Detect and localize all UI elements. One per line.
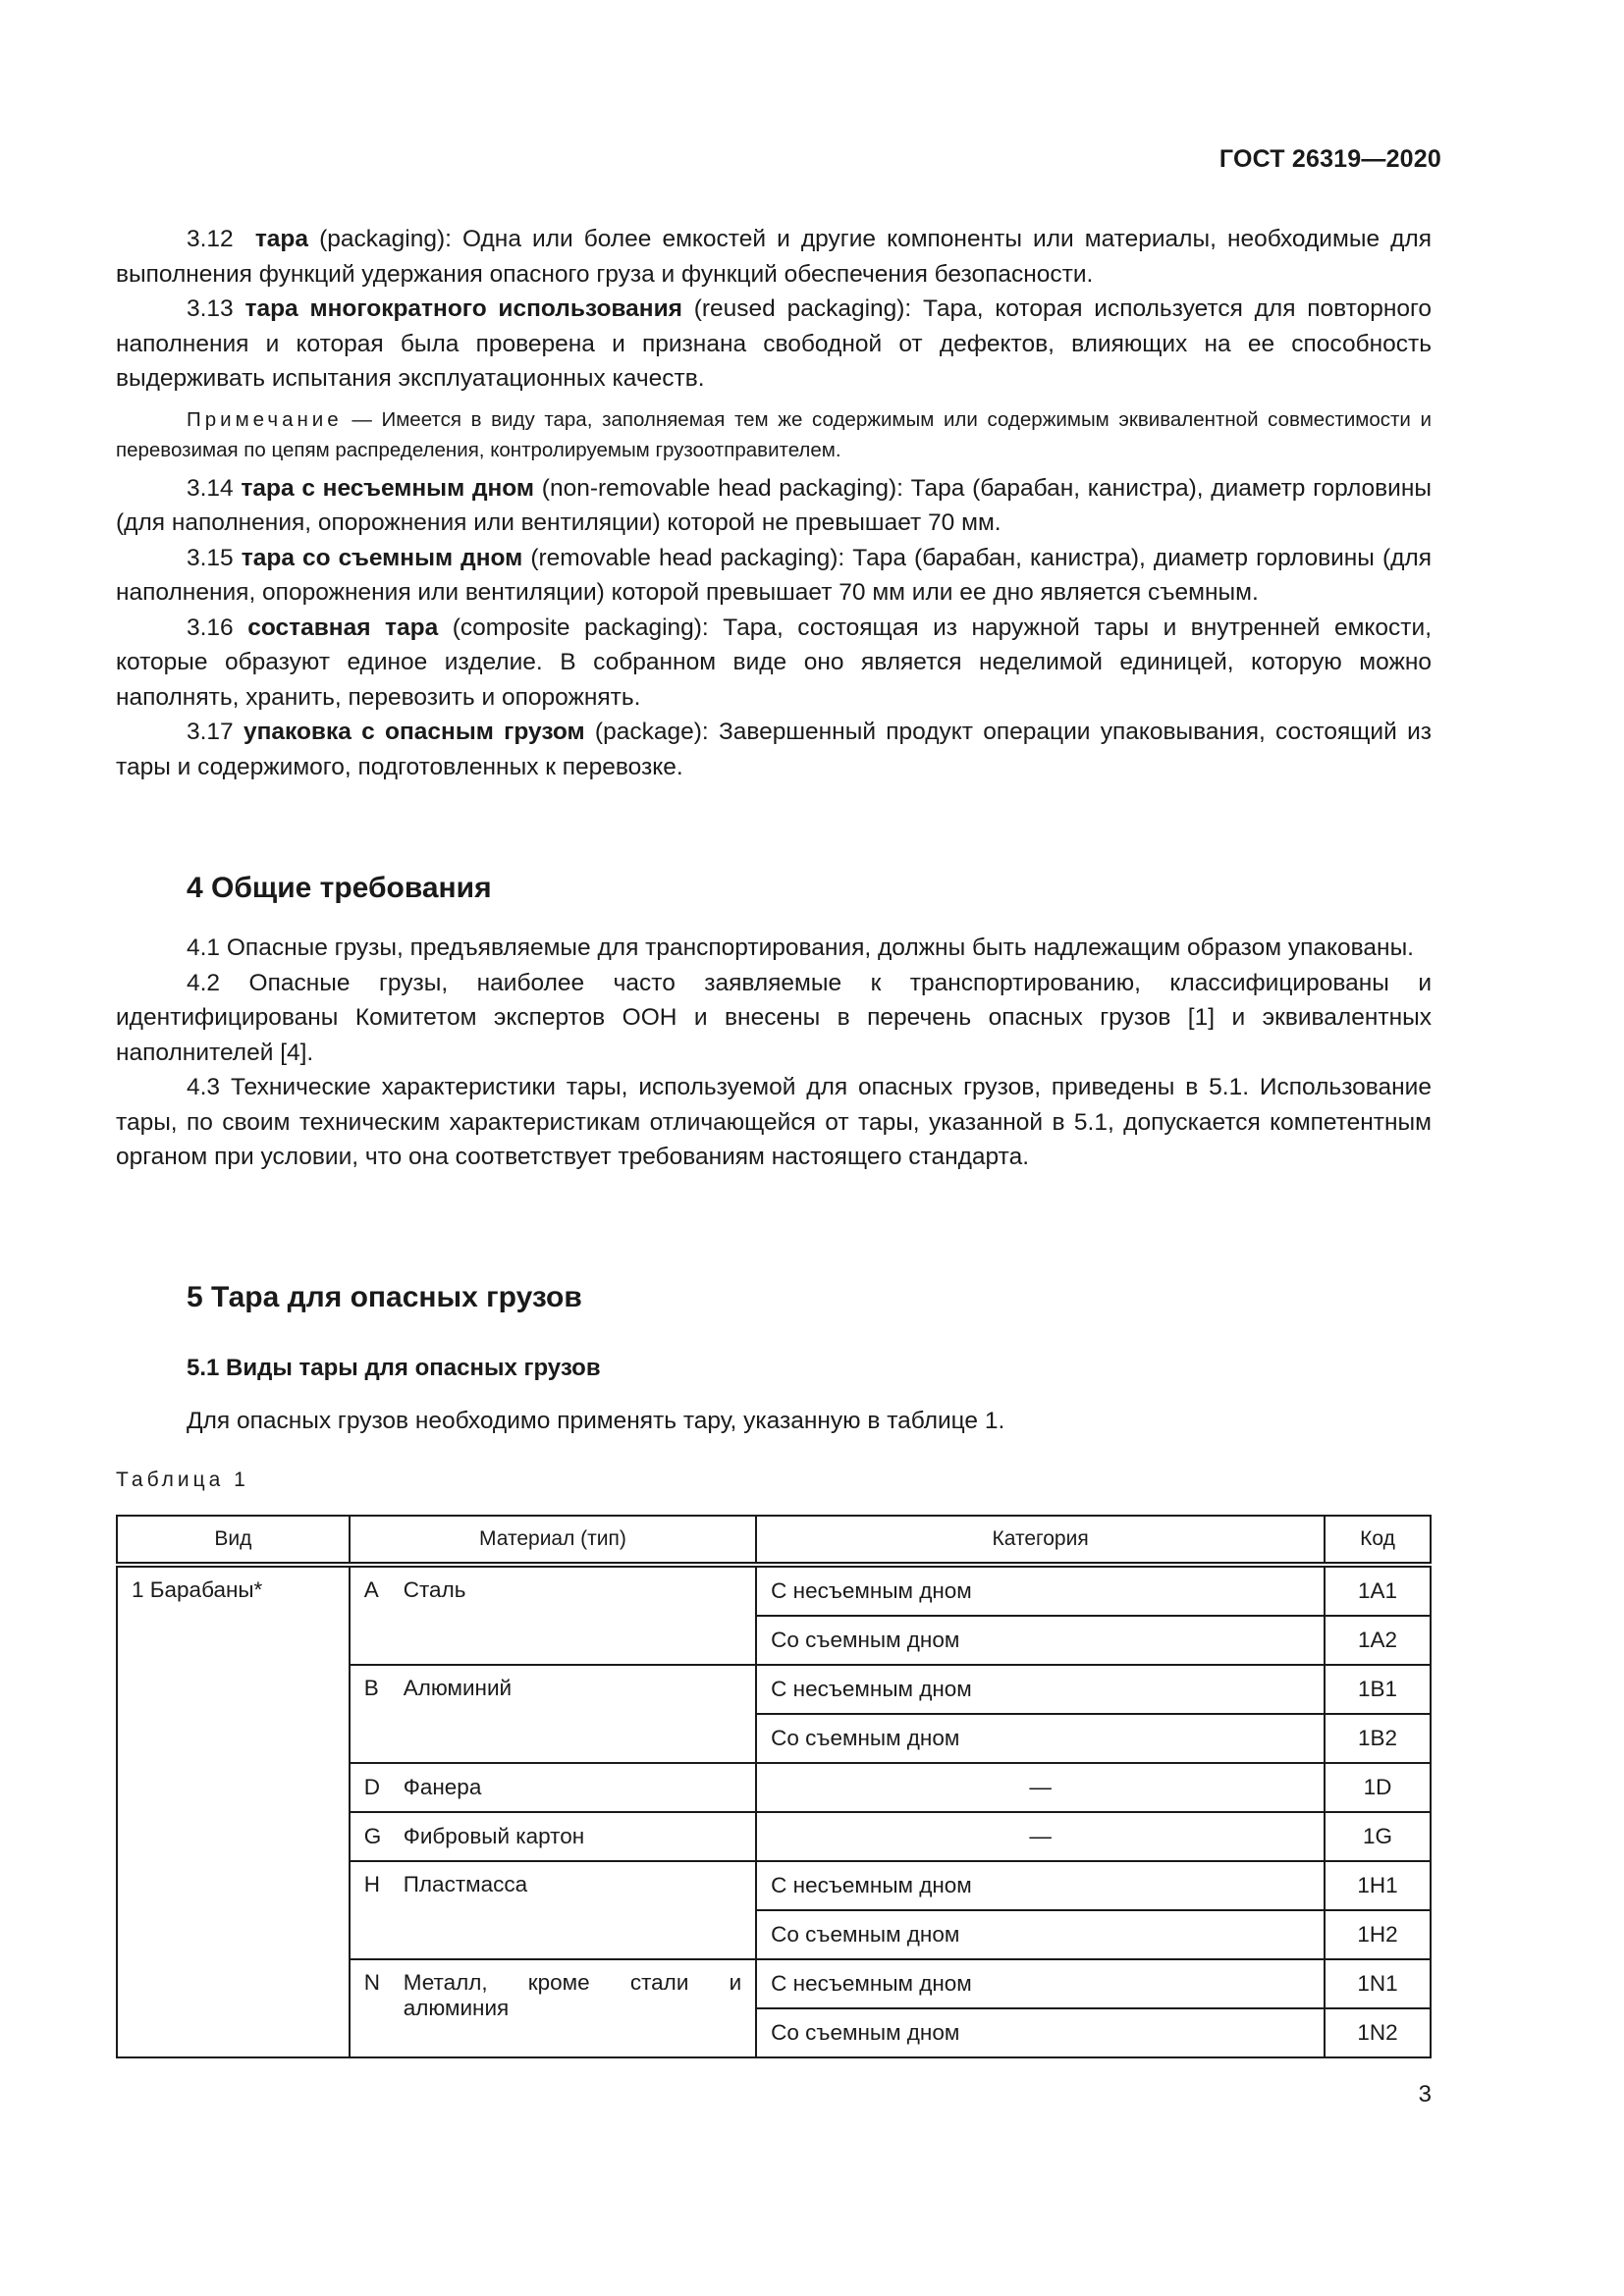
cell-kind: 1 Барабаны* bbox=[117, 1565, 350, 2057]
cell-category: С несъемным дном bbox=[756, 1959, 1325, 2008]
cell-code: 1A1 bbox=[1325, 1565, 1431, 1616]
cell-category: — bbox=[756, 1812, 1325, 1861]
cell-code: 1B2 bbox=[1325, 1714, 1431, 1763]
cell-code: 1N2 bbox=[1325, 2008, 1431, 2057]
definition-3-15: 3.15 тара со съемным дном (removable head packaging): Тара (барабан, канистра), диаметр горловины (для наполнения, опорожнения или вентиляции) которой превышает 70 мм или ее дно является съемным. bbox=[116, 544, 1432, 606]
cell-code: 1A2 bbox=[1325, 1616, 1431, 1665]
cell-code: 1D bbox=[1325, 1763, 1431, 1812]
definition-3-14: 3.14 тара с несъемным дном (non-removable head packaging): Тара (барабан, канистра), диаметр горловины (для наполнения, опорожнения или вентиляции) которой не превышает 70 мм. bbox=[116, 474, 1432, 536]
cell-code: 1H1 bbox=[1325, 1861, 1431, 1910]
cell-category: Со съемным дном bbox=[756, 1714, 1325, 1763]
cell-category: С несъемным дном bbox=[756, 1861, 1325, 1910]
definition-3-13: 3.13 тара многократного использования (reused packaging): Тара, которая используется для повторного наполнения и которая была проверена и признана свободной от дефектов, влияющих на ее способность выдерживать испытания эксплуатационных качеств. bbox=[116, 295, 1432, 392]
section-4-title: 4 Общие требования bbox=[187, 872, 492, 904]
section-5-1-title: 5.1 Виды тары для опасных грузов bbox=[187, 1355, 601, 1381]
packaging-table bbox=[116, 1515, 1432, 2058]
cell-category: С несъемным дном bbox=[756, 1665, 1325, 1714]
cell-material: N Металл, кроме стали и алюминия bbox=[350, 1959, 756, 2057]
cell-category: Со съемным дном bbox=[756, 1910, 1325, 1959]
table-caption: Таблица 1 bbox=[116, 1468, 249, 1491]
cell-material: G Фибровый картон bbox=[350, 1812, 756, 1861]
cell-category: — bbox=[756, 1763, 1325, 1812]
paragraph-4-2: 4.2 Опасные грузы, наиболее часто заявляемые к транспортированию, классифицированы и идентифицированы Комитетом экспертов ООН и внесены в перечень опасных грузов [1] и эквивалентных наполнителей [4]. bbox=[116, 969, 1432, 1066]
document-header: ГОСТ 26319—2020 bbox=[1218, 145, 1441, 173]
note: Примечание — Имеется в виду тара, заполняемая тем же содержимым или содержимым эквивалентной совместимости и перевозимая по цепям распределения, контролируемым грузоотправителем. bbox=[116, 407, 1432, 461]
cell-code: 1B1 bbox=[1325, 1665, 1431, 1714]
section-5-title: 5 Тара для опасных грузов bbox=[187, 1281, 582, 1313]
definition-3-16: 3.16 составная тара (composite packaging): Тара, состоящая из наружной тары и внутренней емкости, которые образуют единое изделие. В собранном виде оно является неделимой единицей, которую можно наполнять, хранить, перевозить и опорожнять. bbox=[116, 614, 1432, 711]
section-4-body bbox=[116, 931, 1432, 1175]
cell-code: 1N1 bbox=[1325, 1959, 1431, 2008]
cell-category: Со съемным дном bbox=[756, 1616, 1325, 1665]
definition-3-17: 3.17 упаковка с опасным грузом (package): Завершенный продукт операции упаковывания, состоящий из тары и содержимого, подготовленных к перевозке. bbox=[116, 719, 1432, 780]
header-category: Категория bbox=[756, 1516, 1325, 1565]
paragraph-4-1: 4.1 Опасные грузы, предъявляемые для транспортирования, должны быть надлежащим образом упакованы. bbox=[187, 934, 1414, 961]
cell-material: H Пластмасса bbox=[350, 1861, 756, 1959]
cell-material: D Фанера bbox=[350, 1763, 756, 1812]
definition-3-12: 3.12 тара (packaging): Одна или более емкостей и другие компоненты или материалы, необходимые для выполнения функций удержания опасного груза и функций обеспечения безопасности. bbox=[116, 226, 1432, 288]
page-number: 3 bbox=[1418, 2081, 1432, 2108]
section-5-1-intro: Для опасных грузов необходимо применять тару, указанную в таблице 1. bbox=[187, 1408, 1005, 1434]
header-material: Материал (тип) bbox=[350, 1516, 756, 1565]
paragraph-4-3: 4.3 Технические характеристики тары, используемой для опасных грузов, приведены в 5.1. Использование тары, по своим техническим характеристикам отличающейся от тары, указанной в 5.1, допускается компетентным органом при условии, что она соответствует требованиям настоящего стандарта. bbox=[116, 1074, 1432, 1170]
cell-category: С несъемным дном bbox=[756, 1565, 1325, 1616]
table-row bbox=[117, 1565, 1431, 1616]
cell-category: Со съемным дном bbox=[756, 2008, 1325, 2057]
header-code: Код bbox=[1325, 1516, 1431, 1565]
header-kind: Вид bbox=[117, 1516, 350, 1565]
table-header-row bbox=[117, 1516, 1431, 1565]
definitions-block bbox=[116, 222, 1432, 784]
cell-material: A Сталь bbox=[350, 1565, 756, 1665]
cell-material: B Алюминий bbox=[350, 1665, 756, 1763]
cell-code: 1G bbox=[1325, 1812, 1431, 1861]
cell-code: 1H2 bbox=[1325, 1910, 1431, 1959]
note-label: Примечание bbox=[187, 407, 343, 431]
